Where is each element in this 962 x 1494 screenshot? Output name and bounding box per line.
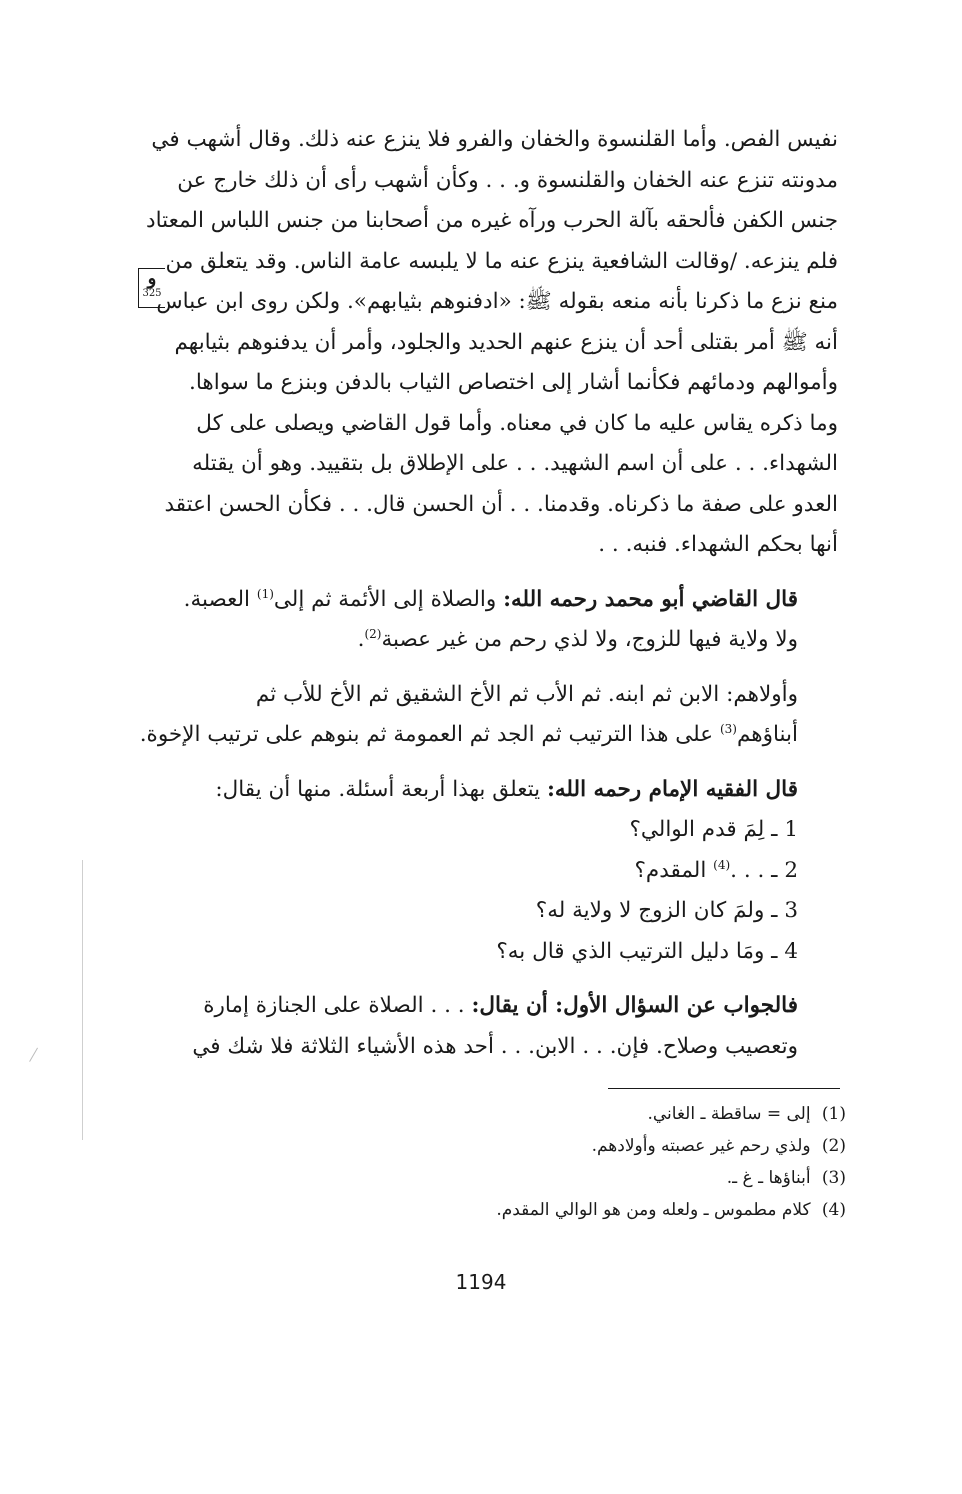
question-item: 2 ـ . . . xyxy=(730,857,798,883)
speaker-lead: قال القاضي أبو محمد رحمه الله: xyxy=(503,586,798,612)
text-segment: والصلاة إلى الأئمة ثم إلى xyxy=(273,586,504,612)
footnote-number: (2) xyxy=(821,1136,846,1156)
folio-letter: و xyxy=(147,268,157,289)
stray-mark xyxy=(29,1048,39,1063)
footnote-divider xyxy=(608,1088,840,1089)
footnote-text: أبناؤها ـ غ ـ. xyxy=(726,1168,811,1188)
text-line: أنها بحكم الشهداء. فنبه. . . xyxy=(598,532,838,557)
folio-number: 325 xyxy=(142,288,162,299)
text-line: وأموالهم ودمائهم فكأنما أشار إلى اختصاص الثياب بالدفن وبنزع ما سواها. xyxy=(189,370,838,395)
footnote-item xyxy=(300,1194,846,1226)
answer-lead: فالجواب عن السؤال الأول: أن يقال: xyxy=(471,993,798,1018)
footnote-number: (3) xyxy=(821,1168,846,1188)
paragraph-4 xyxy=(100,770,838,811)
question-list xyxy=(100,810,838,972)
footnote-ref[interactable]: (3) xyxy=(719,721,737,736)
text-line: وأولاهم: الابن ثم ابنه. ثم الأب ثم الأخ الشقيق ثم الأخ للأب ثم xyxy=(255,681,798,707)
question-item: 3 ـ ولمَ كان الزوج لا ولاية له؟ xyxy=(535,898,798,923)
footnote-text: إلى = ساقطة ـ الغاني. xyxy=(647,1104,811,1124)
footnote-item xyxy=(300,1098,846,1130)
question-item: 1 ـ لِمَ قدم الوالي؟ xyxy=(629,817,798,842)
text-segment: العصبة. xyxy=(183,586,257,612)
text-line: نفيس الفص. وأما القلنسوة والخفان والفرو فلا ينزع عنه ذلك. وقال أشهب في xyxy=(151,127,838,152)
text-line: فلم ينزعه. /وقالت الشافعية ينزع عنه ما لا يلبسه عامة الناس. وقد يتعلق من xyxy=(165,248,838,274)
text-line: أنه ﷺ أمر بقتلى أحد أن ينزع عنهم الحديد والجلود، وأمر أن يدفنوهم بثيابهم xyxy=(174,329,838,355)
paragraph-3 xyxy=(100,675,838,756)
text-segment: يتعلق بهذا أربعة أسئلة. منها أن يقال: xyxy=(215,776,547,802)
text-line: مدونته تنزع عنه الخفان والقلنسوة و. . . وكأن أشهب رأى أن ذلك خارج عن xyxy=(177,167,838,193)
footnote-number: (1) xyxy=(821,1104,846,1124)
question-item: 4 ـ ومَا دليل الترتيب الذي قال به؟ xyxy=(496,938,798,964)
page-number: 1194 xyxy=(455,1270,507,1294)
footnote-text: ولذي رحم غير عصبته وأولادهم. xyxy=(591,1136,811,1156)
text-segment: أبناؤهم xyxy=(736,722,798,747)
footnote-ref[interactable]: (4) xyxy=(713,857,731,872)
text-segment: على هذا الترتيب ثم الجد ثم العمومة ثم بنوهم على ترتيب الإخوة. xyxy=(139,722,720,747)
text-line: الشهداء. . . على أن اسم الشهيد. . . على الإطلاق بل بتقييد. وهو أن يقتله xyxy=(192,451,838,476)
speaker-lead: قال الفقيه الإمام رحمه الله: xyxy=(546,776,798,802)
footnote-number: (4) xyxy=(821,1200,846,1220)
text-line: جنس الكفن فألحقه بآلة الحرب ورآه غيره من أصحابنا من جنس اللباس المعتاد xyxy=(146,208,838,233)
text-segment: ولا ولاية فيها للزوج، ولا لذي رحم من غير عصبة xyxy=(381,627,798,652)
paragraph-1 xyxy=(100,120,838,566)
footnote-ref[interactable]: (1) xyxy=(256,586,274,601)
footnote-item xyxy=(300,1130,846,1162)
footnotes xyxy=(300,1098,846,1226)
manuscript-folio-marker xyxy=(138,268,165,308)
text-segment: . xyxy=(357,627,365,652)
text-line: العدو على صفة ما ذكرناه. وقدمنا. . . أن الحسن قال. . . فكأن الحسن اعتقد xyxy=(164,491,838,517)
text-segment: المقدم؟ xyxy=(634,857,714,883)
footnote-ref[interactable]: (2) xyxy=(364,626,382,641)
text-line: وتعصيب وصلاح. فإن. . . الابن. . . أحد هذه الأشياء الثلاثة فلا شك في xyxy=(192,1033,798,1059)
footnote-item xyxy=(300,1162,846,1194)
footnote-text: كلام مطموس ـ ولعله ومن هو الوالي المقدم. xyxy=(496,1200,811,1220)
text-line: منع نزع ما ذكرنا بأنه منعه بقوله ﷺ: «ادفنوهم بثيابهم». ولكن روى ابن عباس xyxy=(156,289,838,314)
text-line: وما ذكره يقاس عليه ما كان في معناه. وأما قول القاضي ويصلى على كل xyxy=(196,410,838,436)
paragraph-2 xyxy=(100,580,838,661)
text-segment: . . . الصلاة على الجنازة إمارة xyxy=(203,993,472,1018)
paragraph-5 xyxy=(100,986,838,1067)
binding-shadow-line xyxy=(82,860,83,1140)
main-text xyxy=(100,120,838,1067)
